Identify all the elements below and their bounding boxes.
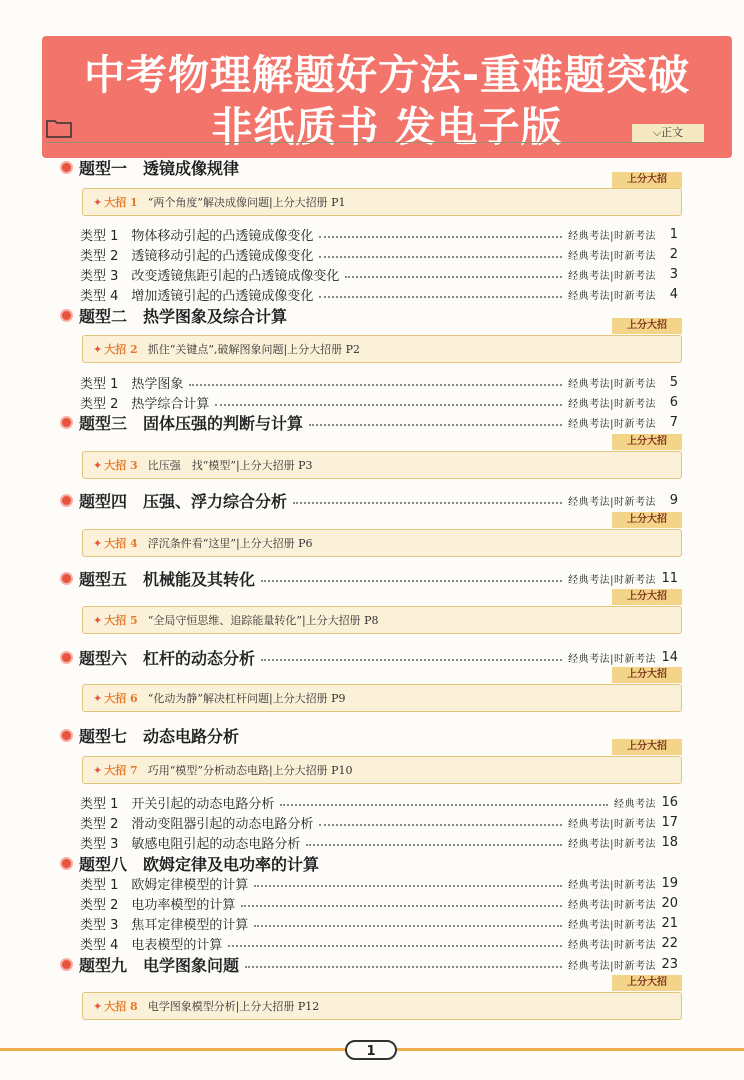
heading-3: 题型三 固体压强的判断与计算 经典考法|时新考法 7 [60, 411, 678, 433]
spark-icon: ✦ [93, 691, 103, 705]
toc-row: 类型 3 敏感电阻引起的动态电路分析 经典考法|时新考法 18 [80, 834, 678, 852]
folder-icon [46, 118, 72, 138]
heading-7: 题型七 动态电路分析 [60, 724, 239, 746]
spark-icon: ✦ [93, 763, 103, 777]
heading-9: 题型九 电学图象问题 经典考法|时新考法 23 [60, 953, 678, 975]
heading-6: 题型六 杠杆的动态分析 经典考法|时新考法 14 [60, 646, 678, 668]
badge: 上分大招 [612, 318, 682, 334]
heading-8: 题型八 欧姆定律及电功率的计算 [60, 852, 319, 874]
tip-box-1: ✦ 大招 1 “两个角度”解决成像问题|上分大招册 P1 [82, 188, 682, 216]
heading-1: 题型一 透镜成像规律 [60, 156, 239, 178]
tip-box-7: ✦ 大招 7 巧用“模型”分析动态电路|上分大招册 P10 [82, 756, 682, 784]
spark-icon: ✦ [93, 999, 103, 1013]
toc-row: 类型 4 电表模型的计算 经典考法|时新考法 22 [80, 935, 678, 953]
page-number: 1 [345, 1040, 397, 1060]
bullet-dot-icon [60, 494, 73, 507]
bullet-dot-icon [60, 729, 73, 742]
toc-row: 类型 1 欧姆定律模型的计算 经典考法|时新考法 19 [80, 875, 678, 893]
heading-4: 题型四 压强、浮力综合分析 经典考法|时新考法 9 [60, 489, 678, 511]
tip-box-5: ✦ 大招 5 “全局守恒思维、追踪能量转化”|上分大招册 P8 [82, 606, 682, 634]
bullet-dot-icon [60, 572, 73, 585]
tip-box-2: ✦ 大招 2 抓住“关键点”,破解图象问题|上分大招册 P2 [82, 335, 682, 363]
spark-icon: ✦ [93, 458, 103, 472]
toc-row: 类型 3 焦耳定律模型的计算 经典考法|时新考法 21 [80, 915, 678, 933]
tip-box-6: ✦ 大招 6 “化动为静”解决杠杆问题|上分大招册 P9 [82, 684, 682, 712]
badge: 上分大招 [612, 512, 682, 528]
badge: 上分大招 [612, 975, 682, 991]
toc-row: 类型 1 热学图象 经典考法|时新考法 5 [80, 374, 678, 392]
badge: 上分大招 [612, 667, 682, 683]
badge: 上分大招 [612, 589, 682, 605]
toc-row: 类型 2 透镜移动引起的凸透镜成像变化 经典考法|时新考法 2 [80, 246, 678, 264]
bullet-dot-icon [60, 309, 73, 322]
spark-icon: ✦ [93, 195, 103, 209]
spark-icon: ✦ [93, 613, 103, 627]
bullet-dot-icon [60, 161, 73, 174]
heading-2: 题型二 热学图象及综合计算 [60, 304, 287, 326]
toc-row: 类型 2 滑动变阻器引起的动态电路分析 经典考法|时新考法 17 [80, 814, 678, 832]
badge: 上分大招 [612, 172, 682, 188]
heading-5: 题型五 机械能及其转化 经典考法|时新考法 11 [60, 567, 678, 589]
badge: 上分大招 [612, 434, 682, 450]
banner-line-2: 非纸质书 发电子版 [211, 103, 563, 151]
toc-row: 类型 1 物体移动引起的凸透镜成像变化 经典考法|时新考法 1 [80, 226, 678, 244]
badge: 上分大招 [612, 739, 682, 755]
header-rule [46, 142, 704, 143]
tip-box-4: ✦ 大招 4 浮沉条件看“这里”|上分大招册 P6 [82, 529, 682, 557]
tip-box-3: ✦ 大招 3 比压强 找“模型”|上分大招册 P3 [82, 451, 682, 479]
bullet-dot-icon [60, 651, 73, 664]
banner-line-1: 中考物理解题好方法-重难题突破 [83, 51, 690, 99]
tip-box-8: ✦ 大招 8 电学图象模型分析|上分大招册 P12 [82, 992, 682, 1020]
spark-icon: ✦ [93, 536, 103, 550]
section-tab: ⌵正文 [632, 124, 704, 142]
toc-row: 类型 4 增加透镜引起的凸透镜成像变化 经典考法|时新考法 4 [80, 286, 678, 304]
spark-icon: ✦ [93, 342, 103, 356]
bullet-dot-icon [60, 416, 73, 429]
toc-row: 类型 2 热学综合计算 经典考法|时新考法 6 [80, 394, 678, 412]
title-banner [42, 36, 732, 158]
toc-row: 类型 1 开关引起的动态电路分析 经典考法 16 [80, 794, 678, 812]
bullet-dot-icon [60, 958, 73, 971]
toc-row: 类型 2 电功率模型的计算 经典考法|时新考法 20 [80, 895, 678, 913]
toc-row: 类型 3 改变透镜焦距引起的凸透镜成像变化 经典考法|时新考法 3 [80, 266, 678, 284]
bullet-dot-icon [60, 857, 73, 870]
